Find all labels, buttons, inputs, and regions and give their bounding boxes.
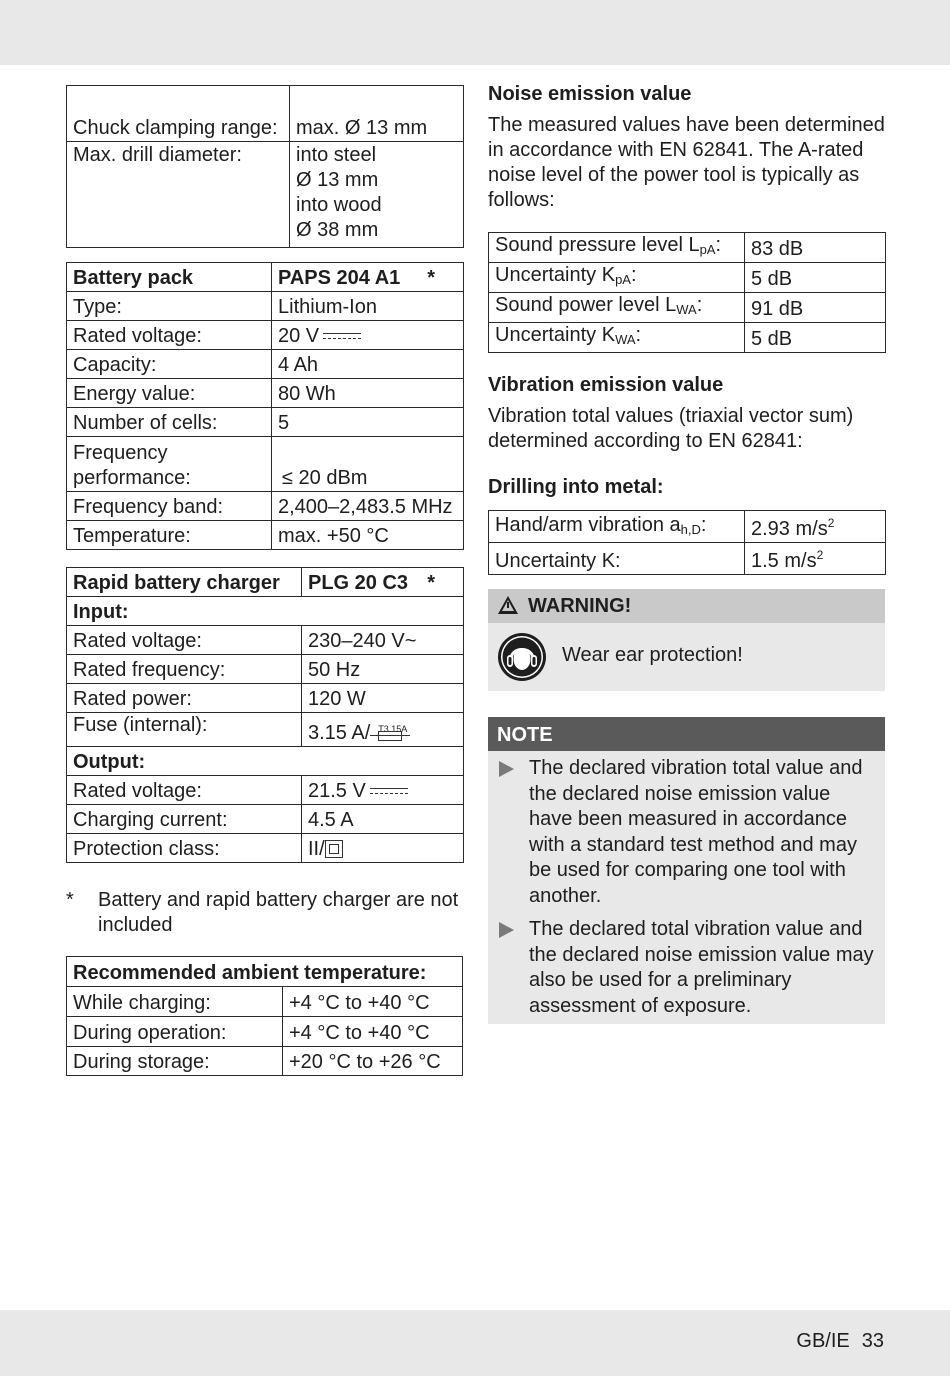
spec-value: 2,400–2,483.5 MHz [272, 492, 464, 521]
value-text: 3.15 A/ [308, 722, 371, 744]
spec-value: 5 [272, 408, 464, 437]
noise-heading: Noise emission value [488, 83, 692, 105]
spec-label [489, 323, 745, 353]
spec-value [302, 713, 464, 747]
spec-value: +4 °C to +40 °C [283, 987, 463, 1017]
spec-value: +4 °C to +40 °C [283, 1017, 463, 1047]
label-text: Uncertainty K [495, 264, 616, 286]
fuse-label: T3.15A [378, 724, 408, 734]
spec-value: max. +50 °C [272, 521, 464, 550]
spec-label [489, 293, 745, 323]
noise-table [488, 232, 886, 353]
spec-value: 4 Ah [272, 350, 464, 379]
spec-label: Temperature: [67, 521, 272, 550]
drill-spec-table [66, 85, 464, 248]
value-superscript: 2 [827, 516, 835, 530]
model-name: PAPS 204 A1 [278, 267, 401, 289]
spec-label [489, 233, 745, 263]
bullet-arrow-icon [499, 761, 514, 777]
spec-label: During operation: [67, 1017, 283, 1047]
value-line: Ø 38 mm [296, 219, 379, 241]
spec-label: Energy value: [67, 379, 272, 408]
spec-label [489, 511, 745, 543]
warning-box [488, 589, 885, 691]
spec-label: Rated frequency: [67, 655, 302, 684]
spec-label: During storage: [67, 1047, 283, 1076]
label-text: Sound power level L [495, 294, 677, 316]
protection-class-icon [325, 840, 343, 858]
spec-label: Rated power: [67, 684, 302, 713]
page-number: 33 [861, 1330, 884, 1352]
spec-value: 120 W [302, 684, 464, 713]
spec-label: Frequency performance: [67, 437, 272, 492]
asterisk: * [427, 267, 435, 289]
table-header-label: Rapid battery charger [67, 568, 302, 597]
vibration-table [488, 510, 886, 575]
spec-label: Type: [67, 292, 272, 321]
model-name: PLG 20 C3 [308, 572, 409, 594]
warning-header [488, 589, 885, 623]
label-suffix: : [696, 294, 703, 316]
spec-value: 5 dB [745, 263, 886, 293]
spec-value: max. Ø 13 mm [290, 86, 464, 142]
footnote-text: Battery and rapid battery charger are not included [98, 889, 459, 936]
table-header-value [302, 568, 464, 597]
note-box [488, 717, 885, 1024]
spec-label: Capacity: [67, 350, 272, 379]
warning-triangle-icon [498, 596, 518, 614]
label-subscript: WA [615, 332, 636, 347]
spec-value: Lithium-Ion [272, 292, 464, 321]
label-text: Uncertainty K [495, 324, 616, 346]
ear-protection-icon [497, 632, 547, 682]
asterisk: * [427, 572, 435, 594]
spec-label: Fuse (internal): [67, 713, 302, 747]
label-suffix: : [715, 234, 722, 256]
value-text: 2.93 m/s [751, 518, 828, 540]
spec-label: Protection class: [67, 834, 302, 863]
spec-label: Rated voltage: [67, 321, 272, 350]
spec-value: 5 dB [745, 323, 886, 353]
footnote-mark: * [66, 889, 74, 911]
bullet-arrow-icon [499, 922, 514, 938]
note-header: NOTE [488, 717, 885, 751]
spec-value: 4.5 A [302, 805, 464, 834]
label-subscript: pA [699, 242, 716, 257]
value-superscript: 2 [816, 548, 824, 562]
label-suffix: : [635, 324, 642, 346]
spec-value: 50 Hz [302, 655, 464, 684]
table-header-label: Battery pack [67, 263, 272, 292]
page-footer [796, 1330, 884, 1353]
spec-label: While charging: [67, 987, 283, 1017]
label-suffix: : [630, 264, 637, 286]
spec-label: Chuck clamping range: [67, 86, 290, 142]
warning-body [488, 623, 885, 691]
spec-label: Rated voltage: [67, 776, 302, 805]
vibration-heading: Vibration emission value [488, 374, 724, 396]
value-line: into wood [296, 194, 382, 216]
label-text: Hand/arm vibration a [495, 514, 681, 536]
note-item: The declared total vibration value and the declared noise emission value may also be used for a preliminary assessment of exposure. [529, 918, 874, 1017]
spec-label: Frequency band: [67, 492, 272, 521]
spec-value: 230–240 V~ [302, 626, 464, 655]
section-label-output: Output: [67, 747, 464, 776]
value-line: into steel [296, 144, 377, 166]
value-line: Ø 13 mm [296, 169, 379, 191]
label-subscript: pA [615, 272, 631, 287]
footer-region: GB/IE [796, 1330, 850, 1352]
spec-value: 83 dB [745, 233, 886, 263]
drilling-subheading: Drilling into metal: [488, 476, 664, 498]
spec-value [302, 834, 464, 863]
spec-label: Max. drill diameter: [67, 142, 290, 248]
label-subscript: h,D [680, 522, 701, 537]
dc-symbol-icon [323, 332, 361, 342]
table-header-value [272, 263, 464, 292]
note-item: The declared vibration total value and the declared noise emission value have been measured in accordance with a standard test method and may be used for comparing one tool with another. [529, 757, 863, 907]
spec-label [489, 263, 745, 293]
value-text: 21.5 V [308, 780, 366, 802]
charger-spec-table [66, 567, 464, 863]
vibration-paragraph: Vibration total values (triaxial vector sum) determined according to EN 62841: [488, 405, 854, 452]
footnote [66, 888, 462, 938]
spec-value: ≤ 20 dBm [272, 437, 464, 492]
fuse-symbol-icon [370, 723, 410, 743]
value-text: 20 V [278, 325, 320, 347]
warning-text: Wear ear protection! [562, 644, 743, 666]
spec-label: Number of cells: [67, 408, 272, 437]
spec-value [272, 321, 464, 350]
spec-label: Rated voltage: [67, 626, 302, 655]
warning-title: WARNING! [528, 595, 632, 617]
value-text: II/ [308, 838, 325, 860]
label-suffix: : [700, 514, 707, 536]
noise-paragraph: The measured values have been determined in accordance with EN 62841. The A-rated noise level of the power tool is typically as follows: [488, 114, 885, 211]
top-band [0, 0, 950, 65]
spec-value [290, 142, 464, 248]
spec-value [302, 776, 464, 805]
spec-value: 91 dB [745, 293, 886, 323]
spec-value: 80 Wh [272, 379, 464, 408]
spec-value [745, 511, 886, 543]
dc-symbol-icon [370, 787, 408, 797]
label-subscript: WA [676, 302, 697, 317]
ambient-temperature-table [66, 956, 463, 1076]
spec-label: Uncertainty K: [489, 543, 745, 575]
spec-value: +20 °C to +26 °C [283, 1047, 463, 1076]
table-header-label: Recommended ambient temperature: [67, 957, 463, 987]
spec-value [745, 543, 886, 575]
value-text: 1.5 m/s [751, 550, 817, 572]
label-text: Sound pressure level L [495, 234, 700, 256]
section-label-input: Input: [67, 597, 464, 626]
battery-spec-table [66, 262, 464, 550]
spec-label: Charging current: [67, 805, 302, 834]
